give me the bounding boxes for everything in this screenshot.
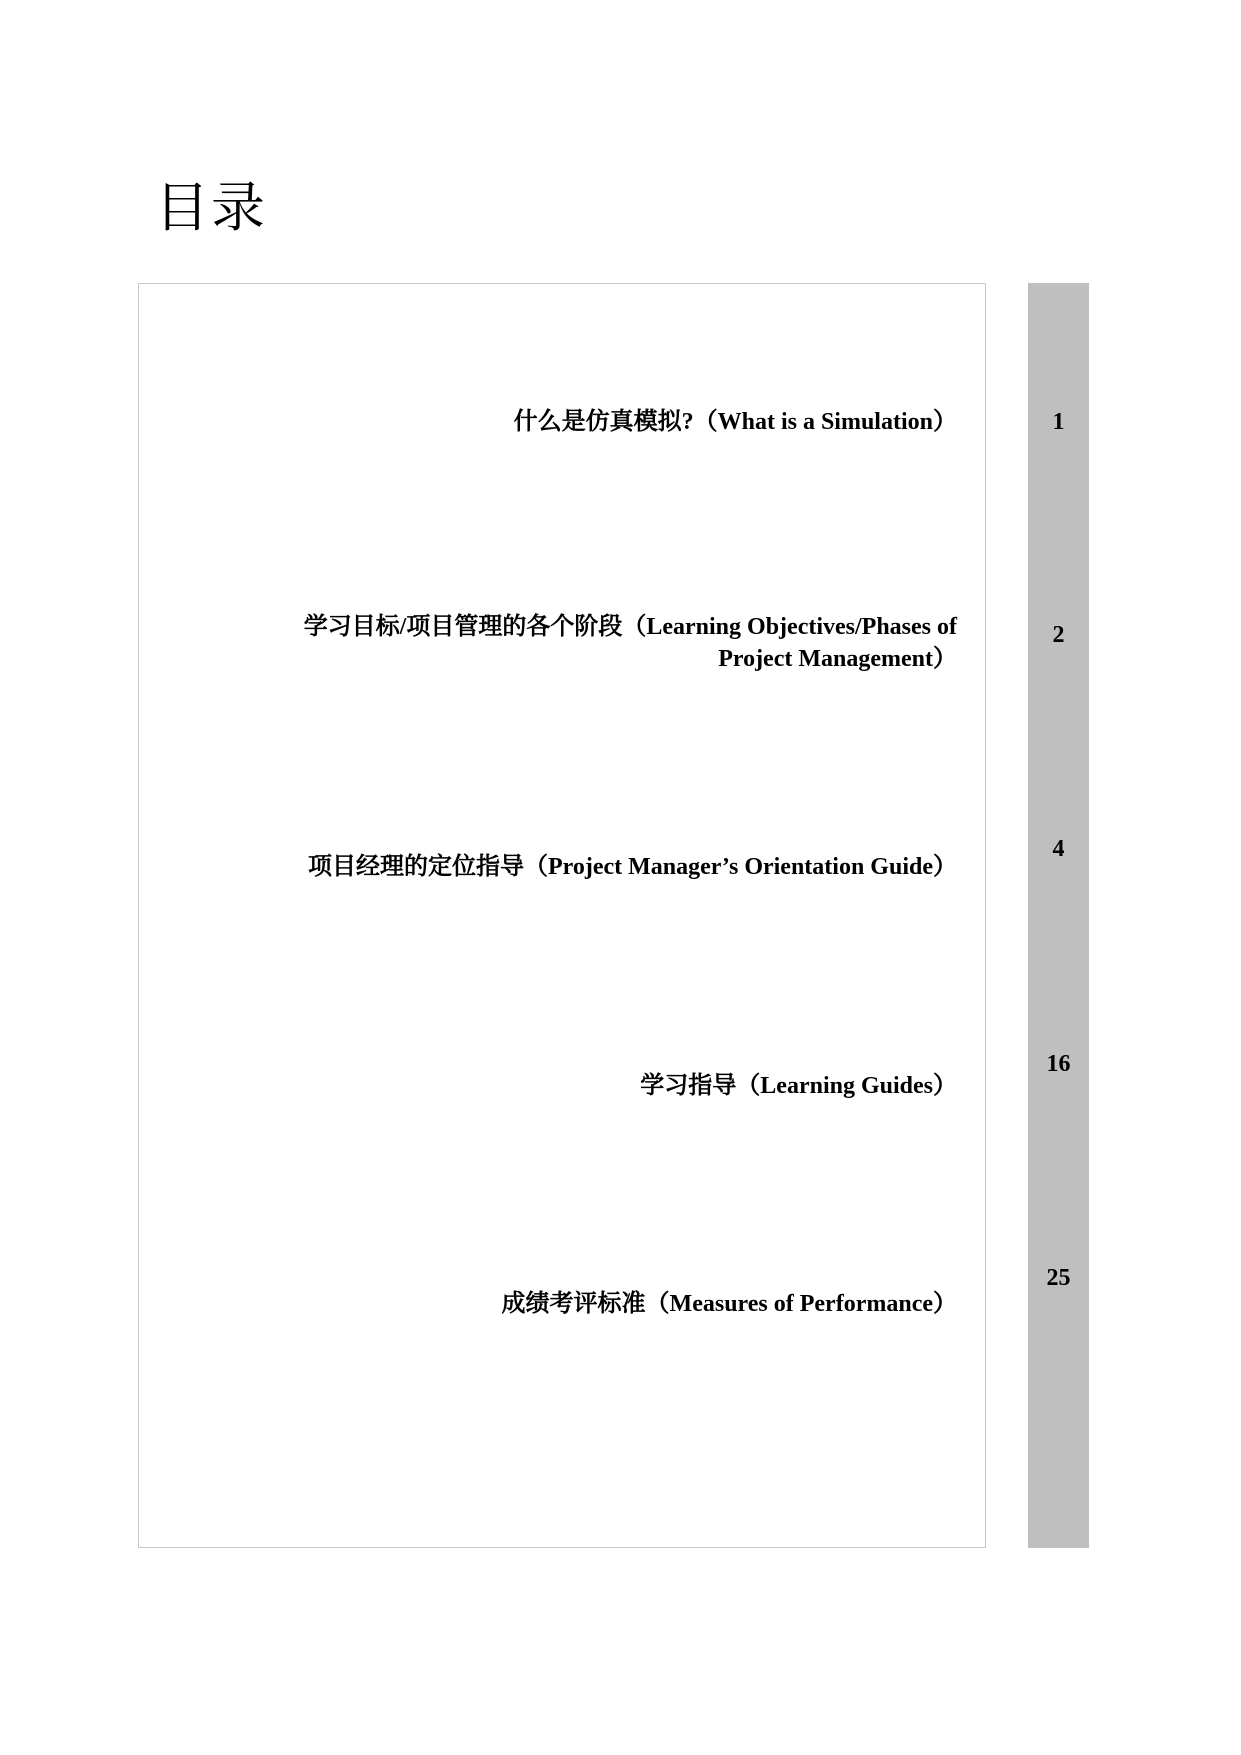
toc-page-number[interactable]: 1	[1052, 409, 1065, 435]
toc-page-number[interactable]: 2	[1052, 622, 1065, 648]
toc-box	[138, 283, 986, 1548]
toc-entry-title-learning-guides[interactable]: 学习指导（Learning Guides）	[640, 1073, 957, 1099]
page-number-strip	[1028, 283, 1089, 1548]
toc-page-number[interactable]: 16	[1046, 1051, 1071, 1077]
toc-page-number[interactable]: 4	[1052, 836, 1065, 862]
toc-entry-title-orientation-guide[interactable]: 项目经理的定位指导（Project Manager’s Orientation Guide）	[307, 854, 957, 880]
toc-entry-title-measures-of-performance[interactable]: 成绩考评标准（Measures of Performance）	[501, 1291, 957, 1317]
toc-entry-title-simulation[interactable]: 什么是仿真模拟?（What is a Simulation）	[513, 409, 957, 435]
page-title: 目录	[155, 176, 267, 239]
toc-page-number[interactable]: 25	[1046, 1265, 1071, 1291]
toc-entry-title-learning-objectives[interactable]: 学习目标/项目管理的各个阶段（Learning Objectives/Phases of Project Management）	[303, 614, 957, 672]
